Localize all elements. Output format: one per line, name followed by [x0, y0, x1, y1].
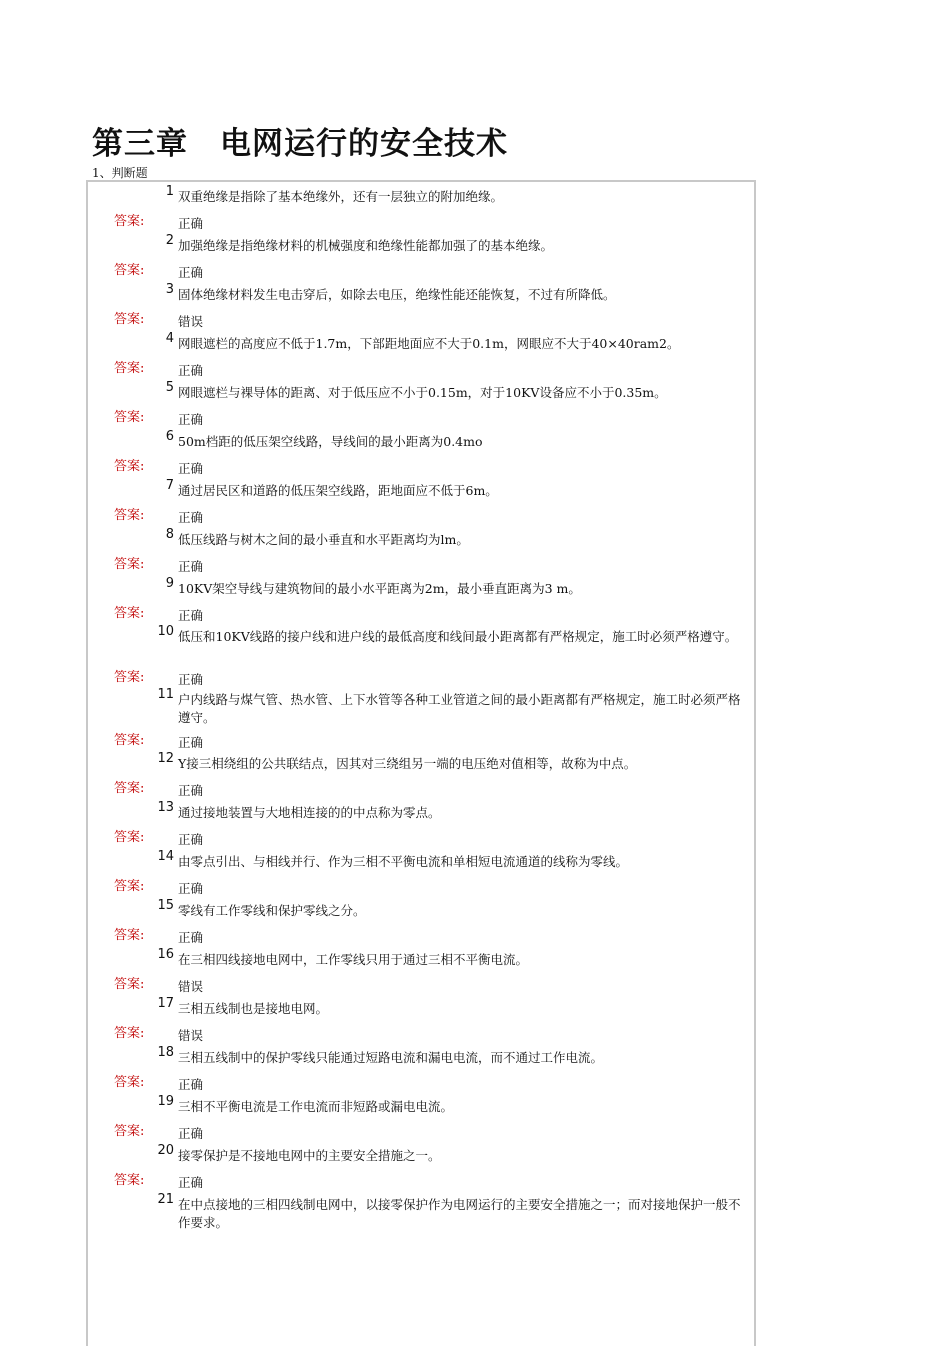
question-text: 接零保护是不接地电网中的主要安全措施之一。 — [178, 1148, 441, 1163]
question-number: 18 — [157, 1045, 174, 1060]
question-number: 9 — [165, 576, 174, 591]
answer-value: 正确 — [178, 216, 204, 231]
answer-value: 错误 — [178, 1028, 204, 1043]
answer-label: 答案: — [114, 928, 145, 943]
answer-value: 正确 — [178, 1126, 204, 1141]
answer-label: 答案: — [114, 670, 145, 685]
answer-label: 答案: — [114, 557, 145, 572]
answer-value: 正确 — [178, 363, 204, 378]
question-text: 户内线路与煤气管、热水管、上下水管等各种工业管道之间的最小距离都有严格规定，施工时必须严格遵守。 — [178, 692, 741, 725]
question-number: 3 — [165, 282, 174, 297]
question-text: 固体绝缘材料发生电击穿后，如除去电压，绝缘性能还能恢复，不过有所降低。 — [178, 287, 616, 302]
question-text: 10KV架空导线与建筑物间的最小水平距离为2m，最小垂直距离为3 m。 — [178, 581, 581, 596]
question-text: 三相不平衡电流是工作电流而非短路或漏电电流。 — [178, 1099, 454, 1114]
question-text: 低压和10KV线路的接户线和进户线的最低高度和线间最小距离都有严格规定，施工时必须严格遵守。 — [178, 629, 738, 644]
question-number: 10 — [157, 624, 174, 639]
question-text: 50m档距的低压架空线路，导线间的最小距离为0.4mo — [178, 434, 483, 449]
page-title: 第三章 电网运行的安全技术 — [92, 126, 508, 162]
answer-value: 正确 — [178, 461, 204, 476]
answer-value: 正确 — [178, 672, 204, 687]
answer-value: 正确 — [178, 783, 204, 798]
question-number: 6 — [165, 429, 174, 444]
answer-label: 答案: — [114, 1173, 145, 1188]
question-text: 零线有工作零线和保护零线之分。 — [178, 903, 366, 918]
question-text: 由零点引出、与相线并行、作为三相不平衡电流和单相短电流通道的线称为零线。 — [178, 854, 629, 869]
question-number: 14 — [157, 849, 174, 864]
question-text: 网眼遮栏与裸导体的距离、对于低压应不小于0.15m，对于10KV设备应不小于0.35m。 — [178, 385, 667, 400]
answer-value: 正确 — [178, 559, 204, 574]
question-number: 7 — [165, 478, 174, 493]
question-number: 1 — [165, 184, 174, 199]
answer-label: 答案: — [114, 459, 145, 474]
answer-label: 答案: — [114, 263, 145, 278]
answer-label: 答案: — [114, 410, 145, 425]
answer-value: 正确 — [178, 265, 204, 280]
question-text: 在三相四线接地电网中，工作零线只用于通过三相不平衡电流。 — [178, 952, 529, 967]
answer-value: 错误 — [178, 979, 204, 994]
answer-label: 答案: — [114, 1075, 145, 1090]
question-number: 12 — [157, 751, 174, 766]
answer-label: 答案: — [114, 879, 145, 894]
answer-value: 正确 — [178, 412, 204, 427]
answer-value: 正确 — [178, 1175, 204, 1190]
answer-value: 正确 — [178, 608, 204, 623]
answer-label: 答案: — [114, 606, 145, 621]
section-heading: 1、判断题 — [92, 166, 148, 180]
answer-label: 答案: — [114, 1026, 145, 1041]
question-text: 三相五线制中的保护零线只能通过短路电流和漏电电流，而不通过工作电流。 — [178, 1050, 604, 1065]
question-number: 20 — [157, 1143, 174, 1158]
question-text: 低压线路与树木之间的最小垂直和水平距离均为lm。 — [178, 532, 469, 547]
question-text: 通过接地装置与大地相连接的的中点称为零点。 — [178, 805, 441, 820]
question-number: 4 — [165, 331, 174, 346]
question-text: 通过居民区和道路的低压架空线路，距地面应不低于6m。 — [178, 483, 498, 498]
question-list — [86, 180, 756, 1346]
answer-label: 答案: — [114, 361, 145, 376]
answer-value: 正确 — [178, 510, 204, 525]
question-text: Y接三相绕组的公共联结点，因其对三绕组另一端的电压绝对值相等，故称为中点。 — [178, 756, 637, 771]
answer-label: 答案: — [114, 214, 145, 229]
question-number: 8 — [165, 527, 174, 542]
question-number: 15 — [157, 898, 174, 913]
answer-label: 答案: — [114, 733, 145, 748]
question-number: 5 — [165, 380, 174, 395]
question-number: 11 — [157, 687, 174, 702]
answer-value: 正确 — [178, 735, 204, 750]
question-text: 加强绝缘是指绝缘材料的机械强度和绝缘性能都加强了的基本绝缘。 — [178, 238, 554, 253]
question-text: 在中点接地的三相四线制电网中，以接零保护作为电网运行的主要安全措施之一；而对接地保护一般不作要求。 — [178, 1197, 741, 1230]
answer-value: 正确 — [178, 930, 204, 945]
question-text: 三相五线制也是接地电网。 — [178, 1001, 329, 1016]
question-text: 双重绝缘是指除了基本绝缘外，还有一层独立的附加绝缘。 — [178, 189, 504, 204]
answer-label: 答案: — [114, 312, 145, 327]
question-number: 13 — [157, 800, 174, 815]
answer-label: 答案: — [114, 830, 145, 845]
answer-label: 答案: — [114, 781, 145, 796]
answer-value: 正确 — [178, 881, 204, 896]
question-number: 16 — [157, 947, 174, 962]
answer-label: 答案: — [114, 977, 145, 992]
question-number: 2 — [165, 233, 174, 248]
question-number: 17 — [157, 996, 174, 1011]
answer-value: 错误 — [178, 314, 204, 329]
answer-value: 正确 — [178, 1077, 204, 1092]
question-number: 21 — [157, 1192, 174, 1207]
answer-label: 答案: — [114, 508, 145, 523]
answer-label: 答案: — [114, 1124, 145, 1139]
question-text: 网眼遮栏的高度应不低于1.7m，下部距地面应不大于0.1m，网眼应不大于40×40ram2。 — [178, 336, 680, 351]
question-number: 19 — [157, 1094, 174, 1109]
answer-value: 正确 — [178, 832, 204, 847]
